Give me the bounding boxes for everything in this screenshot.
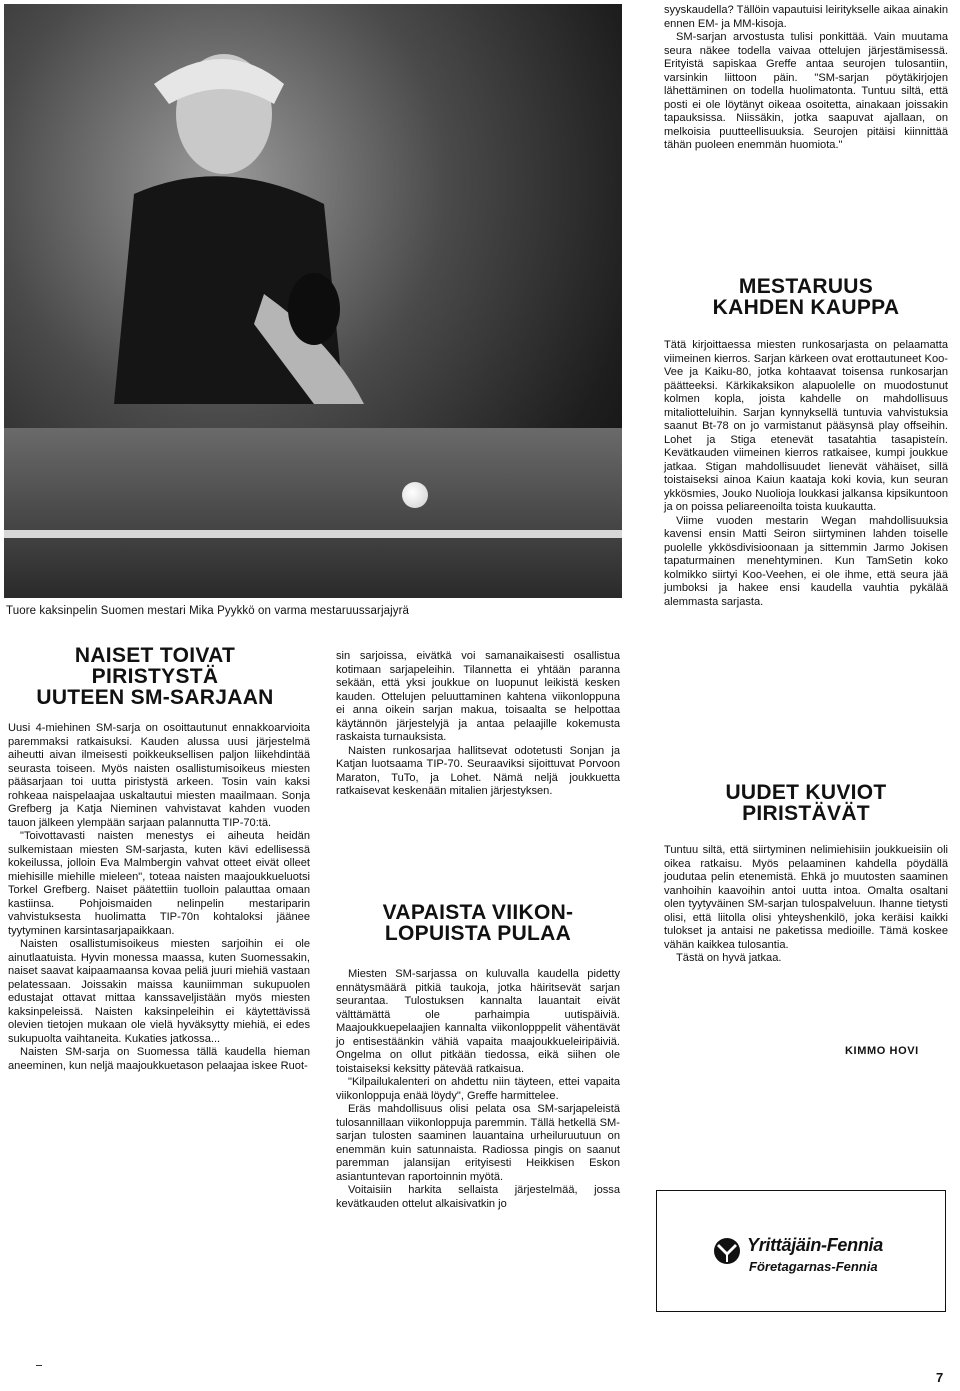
- article1-heading-line: NAISET TOIVAT: [74, 644, 236, 667]
- article4-column: [664, 844, 948, 966]
- article2-heading-line: LOPUISTA PULAA: [384, 922, 572, 945]
- photo-ball: [402, 482, 428, 508]
- photo-table: [4, 428, 622, 598]
- article4-heading-line: PIRISTÄVÄT: [742, 802, 870, 825]
- advertisement: [656, 1190, 946, 1312]
- article2-continuation-paragraph: SM-sarjan arvostusta tulisi ponkittää. Vain muutama seura näkee todella vaivaa ottelujen järjestämisessä. Erityistä sapiskaa Greffe antaa seurojen tulosantiin, varsinkin liittoon päin. "SM-sarjan pöytäkirjojen lähettäminen on todella huolimatonta. Tuntuu siltä, että posti ei ole löytänyt oikeaa osoitetta, ainakaan joissakin tapauksissa. Niissäkin, jotka saapuvat ajallaan, on melkoisia puutteellisuuksia. Seurojen pitäisi kiinnittää tähän puoleen enemmän huomiota.": [664, 31, 948, 151]
- article1-paragraph: "Toivottavasti naisten menestys ei aiheuta heidän sulkemistaan miesten SM-sarjasta, kuten kävi edellisessä kokeilussa, jolloin Eva Malmbergin vahvat otteet eivät olleet miehisille miehille mieleen", toteaa naisten maajoukkueluotsi Torkel Grefberg. Naiset päätettiin tuolloin palauttaa omaan kastiinsa. Pohjoismaiden nelinpelin mestariparin vahvistuksesta huolimatta TIP-70n kohtaloksi jäänee tyytyminen karsintasarjapaikkaan.: [8, 830, 310, 937]
- page-number: 7: [936, 1370, 944, 1385]
- article3-paragraph: Viime vuoden mestarin Wegan mahdollisuuksia kavensi ensin Matti Seiron siirtyminen lahden toiselle puolelle ykkösdivisioonaan ja sittemmin Jarmo Jokisen tapaturmainen menehtyminen. Kun TamSetin koko kolmikko siirtyi Koo-Veehen, ei ole ihme, että seura jää jumboksi ja hakee ensi kaudella vauhtia pykälää alemmasta sarjasta.: [664, 514, 948, 608]
- article-photo: [4, 4, 622, 598]
- article3-heading-line: KAHDEN KAUPPA: [712, 296, 900, 319]
- article3-paragraph: Tätä kirjoittaessa miesten runkosarjasta on pelaamatta viimeinen kierros. Sarjan kärkeen ovat erottautuneet Koo-Vee ja Kaiku-80, jotka kohtaavat toisensa runkosarjan päätteeksi. Kärkikaksikon alapuolelle on muodostunut kolmen kopla, joista kahdelle on mahdollisuus mitaliotteluihin. Sarjan kynnyksellä tuntuvia vahvistuksia saanut Bt-78 on jo varmistanut pääsynsä play offseihin. Lohet ja Stiga etenevät tasatahtia tasapisteín. Kevätkauden viimeinen kierros ratkaisee, kumpi joukkue jatkaa. Stigan mahdollisuudet lienevät vähäiset, sillä toistaiseksi ainoa Kaiun kaataja koki kovia, kun seuran ykkösmies, Jouko Nuolioja loukkasi jalkansa kipsikuntoon ja on poissa peliareenoilta toista kuukautta.: [664, 339, 948, 513]
- photo-caption: Tuore kaksinpelin Suomen mestari Mika Pyykkö on varma mestaruussarjajyrä: [6, 605, 410, 617]
- article1-column: [8, 722, 310, 1073]
- article1-heading: [10, 645, 300, 708]
- article4-heading: [664, 782, 948, 824]
- byline: KIMMO HOVI: [845, 1045, 919, 1057]
- article3-column: [664, 339, 948, 609]
- ad-brand-swedish: Företagarnas-Fennia: [749, 1259, 878, 1274]
- ad-brand-finnish: Yrittäjäin-Fennia: [747, 1235, 883, 1255]
- article2-paragraph: "Kilpailukalenteri on ahdettu niin täyteen, ettei vapaita viikonloppuja enää löydy", Greffe harmittelee.: [336, 1076, 620, 1102]
- article1-paragraph: Uusi 4-miehinen SM-sarja on osoittautunut ennakkoarvioita paremmaksi ratkaisuksi. Kauden alussa uusi järjestelmä aiheutti aivan ilmeisesti poikkeuksellisen paljon liikehdintää seurasta toiseen. Myös naisten osallistumisoikeus miesten pääsarjaan toi uutta piristystä arkeen. Tosin vain kaksi rohkeaa naispelaajaa uskaltautui miesten maailmaan. Sonja Grefberg ja Katja Nieminen vahvistavat kahden vuoden tauon jälkeen ylempään sarjaan palannutta TIP-70:tä.: [8, 722, 310, 829]
- article4-paragraph: Tästä on hyvä jatkaa.: [676, 952, 782, 964]
- article1-continuation-paragraph: Naisten runkosarjaa hallitsevat odotetusti Sonjan ja Katjan luotsaama TIP-70. Seuraaviksi sijoittuvat Porvoon Maraton, TuTo, ja Lohet. Nämä neljä joukkuetta ratkaisevat keskenään mitalien järjestyksen.: [336, 744, 620, 797]
- page-mark: [36, 1365, 42, 1366]
- article2-continuation-paragraph: syyskaudella? Tällöin vapautuisi leiritykselle aikaa ainakin ennen EM- ja MM-kisoja.: [664, 4, 948, 30]
- article2-paragraph: Miesten SM-sarjassa on kuluvalla kaudella pidetty ennätysmäärä pitkiä taukoja, jotka häiritsevät sarjan seurantaa. Tulostuksen kannalta lauantait eivät välttämättä ole parhaimpia uutispäiviä. Maajoukkuepelaajien kannalta viikonlopppelit vähentävät jo entisestäänkin vähiä vapaita maajoukkueleiripäiviä. Ongelma on ollut pitkään tiedossa, eikä siihen ole toistaiseksi keksitty pätevää ratkaisua.: [336, 968, 620, 1075]
- article1-paragraph: Naisten osallistumisoikeus miesten sarjoihin ei ole ainutlaatuista. Hyvin monessa maassa, kuten Suomessakin, naiset saavat kaipaamaansa kovaa peliä juuri miehiä vastaan pelatessaan. Joissakin maissa kauniimman sukupuolen edustajat ottavat mittaa kanssaveljistään myös miesten kaksinpeleissä. Naisten kaksinpeleihin ei käytettävissä olevien tietojen mukaan ole vielä hyväksytty miehiä, ei edes sukupuolta vaihtaneita. Kukaties jatkossa...: [8, 938, 310, 1045]
- fennia-logo-icon: [713, 1237, 741, 1265]
- article2-column: [336, 968, 620, 1211]
- article2-heading-line: VAPAISTA VIIKON-: [382, 901, 574, 924]
- photo-player: [114, 44, 374, 404]
- article1-paragraph: Naisten SM-sarja on Suomessa tällä kaudella hieman aneeminen, kun neljä maajoukkuetason pelaajaa iskee Ruot-: [8, 1046, 310, 1072]
- article3-heading-line: MESTARUUS: [738, 275, 874, 298]
- article1-heading-line: UUTEEN SM-SARJAAN: [36, 686, 274, 709]
- article2-paragraph: Eräs mahdollisuus olisi pelata osa SM-sarjapeleistä tulosannillaan viikonloppuja paremmin. Tällä hetkellä SM-sarjan tulosten saaminen lauantaina urheiluruutuun on enemmän kuin satunnaista. Radiossa pingis on saanut paremman jalansijan erityisesti Heikkisen Eskon asiantuntevan raportoinnin myötä.: [336, 1103, 620, 1183]
- article1-heading-line: PIRISTYSTÄ: [91, 665, 219, 688]
- article2-heading: [336, 902, 620, 944]
- article1-continuation-paragraph: sin sarjoissa, eivätkä voi samanaikaisesti osallistua kotimaan sarjapeleihin. Tilannetta ei yhtään paranna sekään, että yksi joukkue on luopunut leikistä kesken kauden. Ottelujen peluuttaminen kahtena viikonloppuna ei anna oikein sarjan makua, toisaalta se helpottaa käytännön järjestelyjä ja antaa pelaajille kokemusta raskaista turnauksista.: [336, 650, 620, 743]
- article2-continuation-column: [664, 4, 948, 153]
- photo-table-edge: [4, 530, 622, 538]
- article2-paragraph: Voitaisiin harkita sellaista järjestelmää, jossa kevätkauden ottelut alkaisivatkin jo: [336, 1184, 620, 1210]
- article4-heading-line: UUDET KUVIOT: [725, 781, 887, 804]
- article4-paragraph: Tuntuu siltä, että siirtyminen nelimiehisiin joukkueisiin oli oikea ratkaisu. Myös pelaaminen kahdella pöydällä joudutaa pelin etenemistä. Ehkä jo muutosten saaminen vanhoihin kaavoihin antoi uutta intoa. Omalta osaltani olen tyytyväinen SM-sarjan tulospalveluun. Ihanne tietysti olisi, että liitolla olisi yhteyshenkilö, joka keräisi kaikki tulokset ja antaisi ne paketissa medioille. Tämä koskee vähän kaikkea tulosantia.: [664, 844, 948, 951]
- article3-heading: [664, 276, 948, 318]
- article1-continuation-column: [336, 650, 620, 799]
